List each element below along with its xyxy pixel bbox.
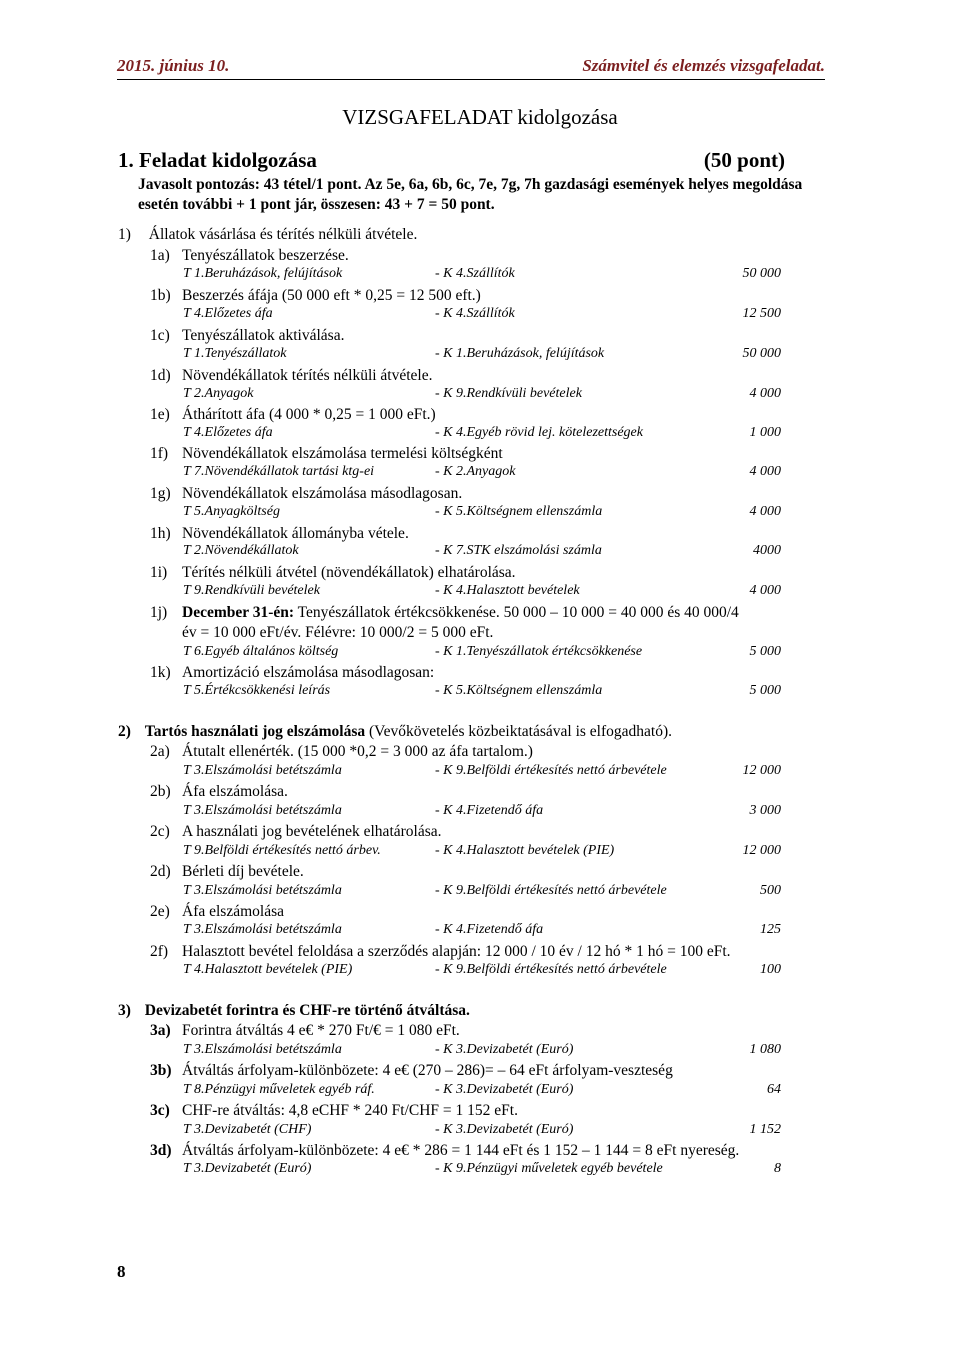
item-label: 1g) <box>150 485 171 502</box>
item-label: 1k) <box>150 664 171 681</box>
entry-amount: 5 000 <box>749 644 781 659</box>
item-label: 1b) <box>150 287 171 304</box>
item-text: Növendékállatok térítés nélküli átvétele. <box>182 367 433 384</box>
debit-account: T 9.Belföldi értékesítés nettó árbev. <box>183 843 381 858</box>
debit-account: T 3.Elszámolási betétszámla <box>183 1042 342 1057</box>
item-text: Növendékállatok elszámolása termelési költségként <box>182 445 503 462</box>
item-text: Növendékállatok állományba vétele. <box>182 525 409 542</box>
task-label: 1. Feladat kidolgozása <box>118 148 317 172</box>
item-label: 2f) <box>150 943 169 960</box>
item-label: 1i) <box>150 564 168 581</box>
item-text: Amortizáció elszámolása másodlagosan: <box>182 664 435 681</box>
header-title: Számvitel és elemzés vizsgafeladat. <box>582 56 825 75</box>
credit-account: - K 4.Fizetendő áfa <box>435 922 544 937</box>
entry-amount: 50 000 <box>742 346 781 361</box>
entry-amount: 100 <box>760 962 781 977</box>
item-label: 1a) <box>150 247 170 264</box>
entry-amount: 12 000 <box>742 843 781 858</box>
task-points: (50 pont) <box>703 148 785 172</box>
task-heading <box>118 148 785 173</box>
credit-account: - K 4.Szállítók <box>435 266 515 281</box>
item-emphasis: December 31-én: <box>182 604 295 621</box>
entry-amount: 4 000 <box>749 386 781 401</box>
entry-amount: 8 <box>774 1161 781 1176</box>
section-heading <box>118 225 417 245</box>
item-label: 2b) <box>150 783 171 800</box>
entry-amount: 1 152 <box>749 1122 781 1137</box>
credit-account: - K 5.Költségnem ellenszámla <box>435 504 603 519</box>
debit-account: T 3.Devizabetét (Euró) <box>183 1161 312 1176</box>
item-text: Áthárított áfa (4 000 * 0,25 = 1 000 eFt.) <box>182 406 436 423</box>
item-text: Átutalt ellenérték. (15 000 *0,2 = 3 000 az áfa tartalom.) <box>182 743 533 760</box>
credit-account: - K 9.Belföldi értékesítés nettó árbevétele <box>435 763 667 778</box>
debit-account: T 1.Beruházások, felújítások <box>183 266 343 281</box>
item-text: Átváltás árfolyam-különbözete: 4 e€ (270 – 286)= – 64 eFt árfolyam-veszteség <box>182 1062 673 1079</box>
entry-amount: 500 <box>760 883 781 898</box>
entry-amount: 5 000 <box>749 683 781 698</box>
credit-account: - K 3.Devizabetét (Euró) <box>435 1042 574 1057</box>
page-number: 8 <box>117 1262 126 1281</box>
debit-account: T 2.Anyagok <box>183 386 254 401</box>
item-label: 2c) <box>150 823 170 840</box>
item-text: Átváltás árfolyam-különbözete: 4 e€ * 286 = 1 144 eFt és 1 152 – 1 144 = 8 eFt nyereség. <box>182 1142 740 1159</box>
item-text: Áfa elszámolása <box>182 903 284 920</box>
section-title: Állatok vásárlása és térítés nélküli átvétele. <box>148 226 418 243</box>
item-label: 1f) <box>150 445 169 462</box>
item-text-continuation: év = 10 000 eFt/év. Félévre: 10 000/2 = 5 000 eFt. <box>182 624 494 641</box>
item-label: 1e) <box>150 406 170 423</box>
debit-account: T 3.Elszámolási betétszámla <box>183 922 342 937</box>
debit-account: T 6.Egyéb általános költség <box>183 644 339 659</box>
item-label: 2e) <box>150 903 170 920</box>
debit-account: T 9.Rendkívüli bevételek <box>183 583 320 598</box>
credit-account: - K 4.Halasztott bevételek (PIE) <box>435 843 615 858</box>
header-date: 2015. június 10. <box>117 56 230 75</box>
entry-amount: 3 000 <box>749 803 781 818</box>
item-text: Forintra átváltás 4 e€ * 270 Ft/€ = 1 080 eFt. <box>182 1022 460 1039</box>
item-label: 2d) <box>150 863 171 880</box>
credit-account: - K 1.Beruházások, felújítások <box>435 346 605 361</box>
credit-account: - K 4.Szállítók <box>435 306 515 321</box>
section-title: Devizabetét forintra és CHF-re történő átváltása. <box>144 1002 470 1019</box>
item-label: 3a) <box>150 1022 171 1039</box>
credit-account: - K 3.Devizabetét (Euró) <box>435 1082 574 1097</box>
item-label: 3b) <box>150 1062 172 1079</box>
task-intro: Javasolt pontozás: 43 tétel/1 pont. Az 5e, 6a, 6b, 6c, 7e, 7g, 7h gazdasági események helyes megoldása esetén további + 1 pont jár, összesen: 43 + 7 = 50 pont. <box>138 176 803 213</box>
item-text: Térítés nélküli átvétel (növendékállatok) elhatárolása. <box>182 564 516 581</box>
item-text: Tenyészállatok beszerzése. <box>182 247 349 264</box>
credit-account: - K 3.Devizabetét (Euró) <box>435 1122 574 1137</box>
item-text: Tenyészállatok értékcsökkenése. 50 000 – 10 000 = 40 000 és 40 000/4 <box>297 604 739 621</box>
debit-account: T 7.Növendékállatok tartási ktg-ei <box>183 464 375 479</box>
credit-account: - K 4.Egyéb rövid lej. kötelezettségek <box>435 425 643 440</box>
section-number: 2) <box>118 723 131 740</box>
debit-account: T 3.Elszámolási betétszámla <box>183 883 342 898</box>
item-label: 3d) <box>150 1142 172 1159</box>
credit-account: - K 5.Költségnem ellenszámla <box>435 683 603 698</box>
item-text: Növendékállatok elszámolása másodlagosan. <box>182 485 463 502</box>
credit-account: - K 4.Fizetendő áfa <box>435 803 544 818</box>
credit-account: - K 2.Anyagok <box>435 464 516 479</box>
entry-amount: 125 <box>760 922 781 937</box>
credit-account: - K 9.Belföldi értékesítés nettó árbevétele <box>435 962 667 977</box>
entry-amount: 4 000 <box>749 583 781 598</box>
debit-account: T 3.Elszámolási betétszámla <box>183 763 342 778</box>
debit-account: T 1.Tenyészállatok <box>183 346 287 361</box>
entry-amount: 1 080 <box>749 1042 781 1057</box>
item-text: Áfa elszámolása. <box>182 783 288 800</box>
section-heading <box>118 722 672 742</box>
section-number: 1) <box>118 226 131 243</box>
item-text: CHF-re átváltás: 4,8 eCHF * 240 Ft/CHF = 1 152 eFt. <box>182 1102 518 1119</box>
item-label: 1c) <box>150 327 170 344</box>
item-label: 2a) <box>150 743 170 760</box>
debit-account: T 2.Növendékállatok <box>183 543 299 558</box>
section-number: 3) <box>118 1002 131 1019</box>
debit-account: T 8.Pénzügyi műveletek egyéb ráf. <box>183 1082 375 1097</box>
item-label: 1d) <box>150 367 171 384</box>
entry-amount: 12 500 <box>742 306 781 321</box>
item-text: A használati jog bevételének elhatárolása. <box>182 823 442 840</box>
entry-amount: 4 000 <box>749 504 781 519</box>
item-label: 3c) <box>150 1102 170 1119</box>
item-text: Tenyészállatok aktiválása. <box>182 327 345 344</box>
credit-account: - K 1.Tenyészállatok értékcsökkenése <box>435 644 643 659</box>
debit-account: T 4.Előzetes áfa <box>183 306 273 321</box>
header-rule <box>117 79 825 80</box>
credit-account: - K 9.Pénzügyi műveletek egyéb bevétele <box>435 1161 663 1176</box>
item-text: Halasztott bevétel feloldása a szerződés alapján: 12 000 / 10 év / 12 hó * 1 hó = 100 eFt. <box>182 943 731 960</box>
debit-account: T 4.Halasztott bevételek (PIE) <box>183 962 353 977</box>
section-title: Tartós használati jog elszámolása <box>144 723 366 740</box>
item-label: 1h) <box>150 525 171 542</box>
entry-amount: 64 <box>767 1082 781 1097</box>
section-note: (Vevőkövetelés közbeiktatásával is elfogadható). <box>365 723 672 740</box>
credit-account: - K 9.Belföldi értékesítés nettó árbevétele <box>435 883 667 898</box>
section-heading <box>118 1001 470 1021</box>
debit-account: T 3.Elszámolási betétszámla <box>183 803 342 818</box>
item-label: 1j) <box>150 604 168 621</box>
credit-account: - K 7.STK elszámolási számla <box>435 543 602 558</box>
item-text: Beszerzés áfája (50 000 eft * 0,25 = 12 500 eft.) <box>182 287 481 304</box>
entry-amount: 1 000 <box>749 425 781 440</box>
document-title: VIZSGAFELADAT kidolgozása <box>342 105 618 129</box>
credit-account: - K 9.Rendkívüli bevételek <box>435 386 582 401</box>
debit-account: T 5.Anyagköltség <box>183 504 280 519</box>
page-header <box>117 56 825 80</box>
entry-amount: 4 000 <box>749 464 781 479</box>
debit-account: T 5.Értékcsökkenési leírás <box>183 683 331 698</box>
item-text: Bérleti díj bevétele. <box>182 863 304 880</box>
debit-account: T 4.Előzetes áfa <box>183 425 273 440</box>
entry-amount: 12 000 <box>742 763 781 778</box>
entry-amount: 4000 <box>753 543 781 558</box>
debit-account: T 3.Devizabetét (CHF) <box>183 1122 312 1137</box>
credit-account: - K 4.Halasztott bevételek <box>435 583 580 598</box>
entry-amount: 50 000 <box>742 266 781 281</box>
